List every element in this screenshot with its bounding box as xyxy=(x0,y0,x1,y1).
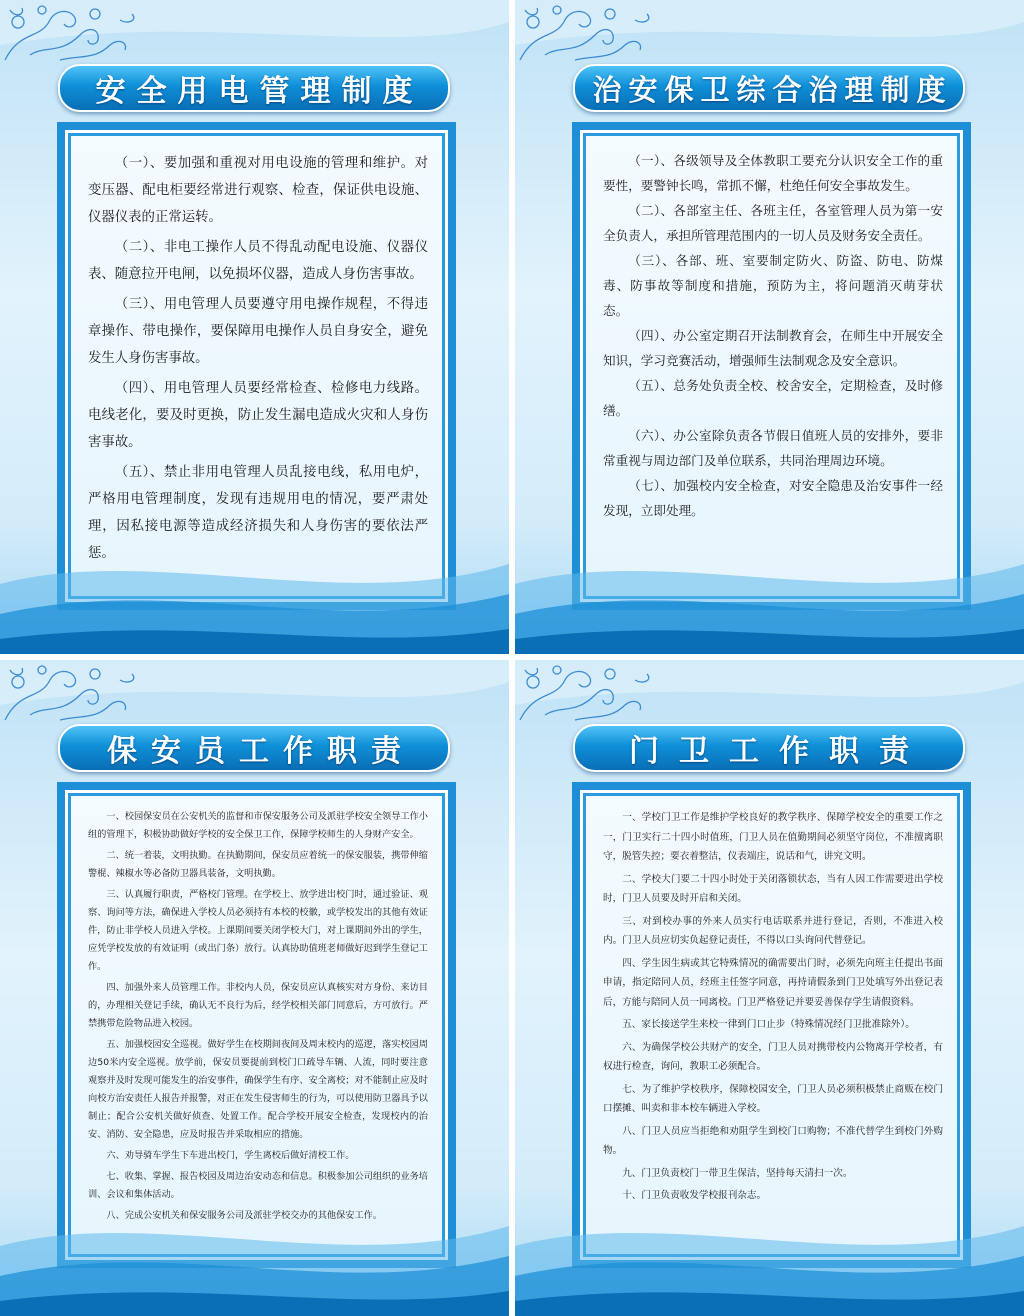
rule-paragraph: 二、统一着装，文明执勤。在执勤期间，保安员应着统一的保安服装，携带伸缩警棍、辣椒水等必备防卫器具装备，文明执勤。 xyxy=(88,850,428,879)
board-security-governance xyxy=(515,0,1024,654)
board-title: 门卫工作职责 xyxy=(629,734,929,769)
rule-paragraph: 五、加强校园安全巡视。做好学生在校期间夜间及周末校内的巡逻，落实校园周边50米内安全巡视。放学前，保安员要提前到校门口疏导车辆、人流，同时要注意观察并及时发现可能发生的治安事件，确保学生有序、安全离校；对不能制止应及时向校方治安责任人报告并报警，对正在发生侵害师生的行为，可以使用防卫器具予以制止；配合公安机关做好侦查、处置工作。配合学校开展安全检查，发现校内的治安、消防、安全隐患，应及时报告并采取相应的措施。 xyxy=(88,1039,428,1140)
rule-paragraph: 九、门卫负责校门一带卫生保洁，坚持每天清扫一次。 xyxy=(622,1167,853,1179)
rule-paragraph: 六、为确保学校公共财产的安全，门卫人员对携带校内公物离开学校者，有权进行检查，询问，教职工必须配合。 xyxy=(603,1041,943,1072)
board-guard-duties xyxy=(0,660,509,1316)
content-panel xyxy=(68,793,445,1257)
floral-swirl-icon xyxy=(515,660,665,730)
rule-paragraph: （四）、用电管理人员要经常检查、检修电力线路。电线老化，要及时更换，防止发生漏电造成火灾和人身伤害事故。 xyxy=(88,381,428,450)
content-panel xyxy=(68,133,445,599)
board-title-bar xyxy=(58,64,450,112)
content-panel xyxy=(583,793,960,1257)
board-electric-safety xyxy=(0,0,509,654)
rule-paragraph: 三、认真履行职责，严格校门管理。在学校上、放学进出校门时，通过验证、观察、询问等方法，确保进入学校人员必须持有本校的校徽，或学校发出的其他有效证件，防止非学校人员进入学校。上课期间要关闭学校大门，对上课期间外出的学生，应凭学校发放的有效证明（或出门条）放行。认真协助值班老师做好迟到学生登记工作。 xyxy=(88,889,428,972)
floral-swirl-icon xyxy=(0,660,150,730)
rule-paragraph: 七、为了维护学校秩序，保障校园安全，门卫人员必须积极禁止商贩在校门口摆摊、叫卖和非本校车辆进入学校。 xyxy=(603,1083,943,1114)
rule-paragraph: 八、完成公安机关和保安服务公司及派驻学校交办的其他保安工作。 xyxy=(106,1210,383,1221)
rule-paragraph: 二、学校大门要二十四小时处于关闭落锁状态，当有人因工作需要进出学校时，门卫人员要及时开启和关闭。 xyxy=(603,873,943,904)
rule-paragraph: 八、门卫人员应当拒绝和劝阻学生到校门口购物；不准代替学生到校门外购物。 xyxy=(603,1125,943,1156)
rule-paragraph: 五、家长接送学生来校一律到门口止步（特殊情况经门卫批准除外）。 xyxy=(622,1019,915,1030)
content-frame xyxy=(57,782,456,1268)
rule-paragraph: 四、加强外来人员管理工作。非校内人员，保安员应认真核实对方身份、来访目的，办理相关登记手续，确认无不良行为后，经学校相关部门同意后，方可放行。严禁携带危险物品进入校园。 xyxy=(88,982,428,1029)
rule-paragraph: 三、对到校办事的外来人员实行电话联系并进行登记，否则，不准进入校内。门卫人员应切实负起登记责任，不得以口头询问代替登记。 xyxy=(603,915,943,946)
floral-swirl-icon xyxy=(515,0,665,70)
board-title: 安全用电管理制度 xyxy=(95,74,424,109)
rule-paragraph: （五）、禁止非用电管理人员乱接电线，私用电炉，严格用电管理制度，发现有违规用电的情况，要严肃处理，因私接电源等造成经济损失和人身伤害的要依法严惩。 xyxy=(88,465,428,561)
rule-paragraph: （三）、用电管理人员要遵守用电操作规程，不得违章操作、带电操作，要保障用电操作人员自身安全，避免发生人身伤害事故。 xyxy=(88,297,428,366)
board-title: 治安保卫综合治理制度 xyxy=(592,72,953,107)
rule-paragraph: （七）、加强校内安全检查，对安全隐患及治安事件一经发现，立即处理。 xyxy=(603,478,943,518)
floral-swirl-icon xyxy=(0,0,150,70)
rule-paragraph: 十、门卫负责收发学校报刊杂志。 xyxy=(622,1190,767,1201)
content-panel xyxy=(583,133,960,599)
rule-paragraph: （一）、要加强和重视对用电设施的管理和维护。对变压器、配电柜要经常进行观察、检查，保证供电设施、仪器仪表的正常运转。 xyxy=(88,156,428,225)
rule-paragraph: （二）、非电工操作人员不得乱动配电设施、仪器仪表、随意拉开电闸，以免损坏仪器，造成人身伤害事故。 xyxy=(88,240,428,282)
wave-decoration xyxy=(0,544,509,654)
rule-paragraph: 四、学生因生病或其它特殊情况的确需要出门时，必须先向班主任提出书面申请，指定陪同人员，经班主任签字同意，再持请假条到门卫处填写外出登记表后，方能与陪同人员一同离校。门卫严格登记并要妥善保存学生请假资料。 xyxy=(603,957,943,1008)
rule-paragraph: 六、劝导骑车学生下车进出校门，学生离校后做好清校工作。 xyxy=(106,1150,355,1161)
wave-decoration xyxy=(0,1206,509,1316)
rule-paragraph: 一、学校门卫工作是维护学校良好的教学秩序、保障学校安全的重要工作之一，门卫实行二十四小时值班，门卫人员在值勤期间必须坚守岗位，不准擅离职守，脱管失控；要衣着整洁，仪表端庄，说话和气，讲究文明。 xyxy=(603,812,943,862)
content-frame xyxy=(572,122,971,610)
board-title-bar xyxy=(58,724,450,772)
rule-paragraph: （三）、各部、班、室要制定防火、防盗、防电、防煤毒、防事故等制度和措施，预防为主，将问题消灭萌芽状态。 xyxy=(603,253,943,318)
rule-paragraph: （四）、办公室定期召开法制教育会，在师生中开展安全知识，学习竞赛活动，增强师生法制观念及安全意识。 xyxy=(603,328,943,368)
rule-paragraph: （二）、各部室主任、各班主任，各室管理人员为第一安全负责人，承担所管理范围内的一切人员及财务安全责任。 xyxy=(603,203,943,243)
content-frame xyxy=(572,782,971,1268)
rule-paragraph: （五）、总务处负责全校、校舍安全，定期检查，及时修缮。 xyxy=(603,378,943,418)
board-gatekeeper-duties xyxy=(515,660,1024,1316)
rule-paragraph: 一、校园保安员在公安机关的监督和市保安服务公司及派驻学校安全领导工作小组的管理下，积极协助做好学校的安全保卫工作，保障学校师生的人身财产安全。 xyxy=(88,811,428,840)
rule-paragraph: （一）、各级领导及全体教职工要充分认识安全工作的重要性，要警钟长鸣，常抓不懈，杜绝任何安全事故发生。 xyxy=(603,153,943,193)
wave-decoration xyxy=(515,544,1024,654)
rule-paragraph: （六）、办公室除负责各节假日值班人员的安排外，要非常重视与周边部门及单位联系，共同治理周边环境。 xyxy=(603,428,943,468)
rule-paragraph: 七、收集、掌握、报告校园及周边治安动态和信息。积极参加公司组织的业务培训、会议和集体活动。 xyxy=(88,1171,428,1200)
content-frame xyxy=(57,122,456,610)
wave-decoration xyxy=(515,1206,1024,1316)
board-title: 保安员工作职责 xyxy=(107,734,415,769)
board-title-bar xyxy=(573,724,965,772)
board-title-bar xyxy=(573,64,965,112)
